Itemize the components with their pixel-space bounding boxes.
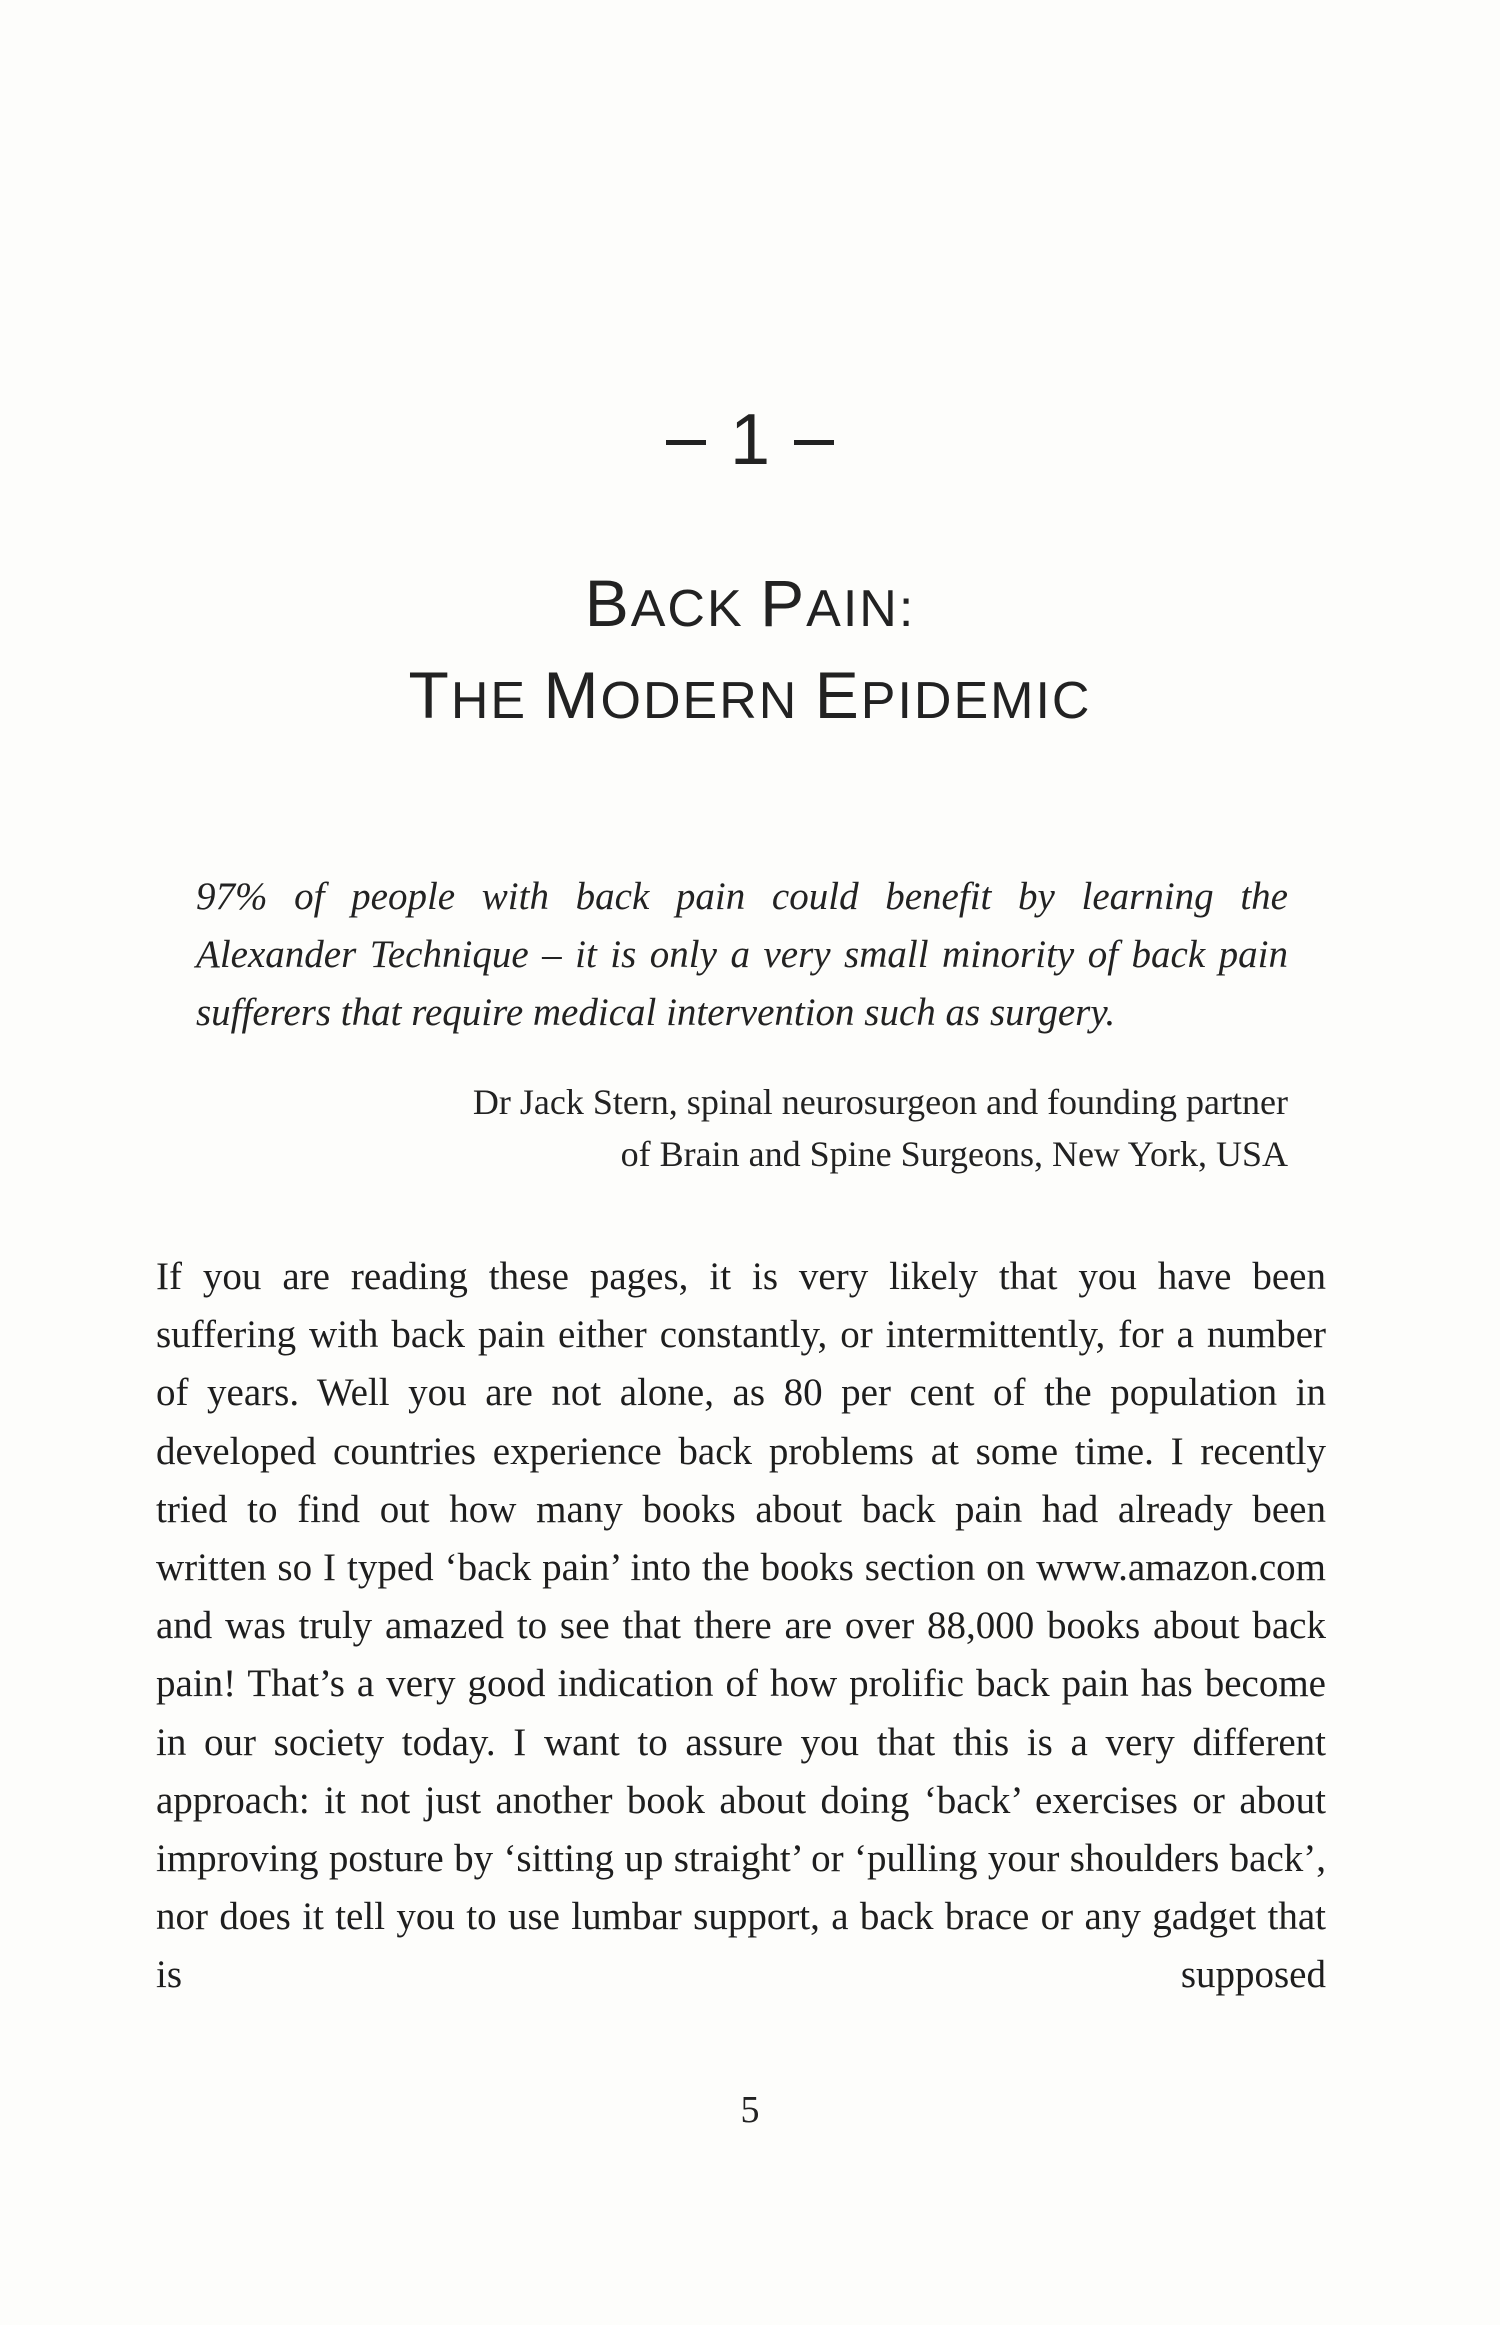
epigraph-attribution	[473, 1076, 1288, 1180]
left-dash	[666, 440, 706, 445]
attribution-line-2: of Brain and Spine Surgeons, New York, USA	[620, 1134, 1288, 1174]
chapter-title-line2: THE MODERN EPIDEMIC	[408, 658, 1092, 732]
right-dash	[794, 440, 834, 445]
chapter-number: 1	[0, 400, 1500, 480]
epigraph-quote: 97% of people with back pain could benefit by learning the Alexander Technique – it is only a very small minority of back pain sufferers that require medical intervention such as surgery.	[196, 875, 1288, 1034]
body-paragraph: If you are reading these pages, it is very likely that you have been suffering with back pain either constantly, or intermittently, for a number of years. Well you are not alone, as 80 per cent of the population in developed countries experience back problems at some time. I recently tried to find out how many books about back pain had already been written so I typed ‘back pain’ into the books section on www.amazon.com and was truly amazed to see that there are over 88,000 books about back pain! That’s a very good indication of how prolific back pain has become in our society today. I want to assure you that this is a very different approach: it not just another book about doing ‘back’ exercises or about improving posture by ‘sitting up straight’ or ‘pulling your shoulders back’, nor does it tell you to use lumbar support, a back brace or any gadget that is supposed	[156, 1255, 1326, 1997]
page-number: 5	[740, 2089, 760, 2131]
attribution-line-1: Dr Jack Stern, spinal neurosurgeon and founding partner	[472, 1082, 1288, 1122]
chapter-title-line1: BACK PAIN:	[584, 566, 916, 640]
